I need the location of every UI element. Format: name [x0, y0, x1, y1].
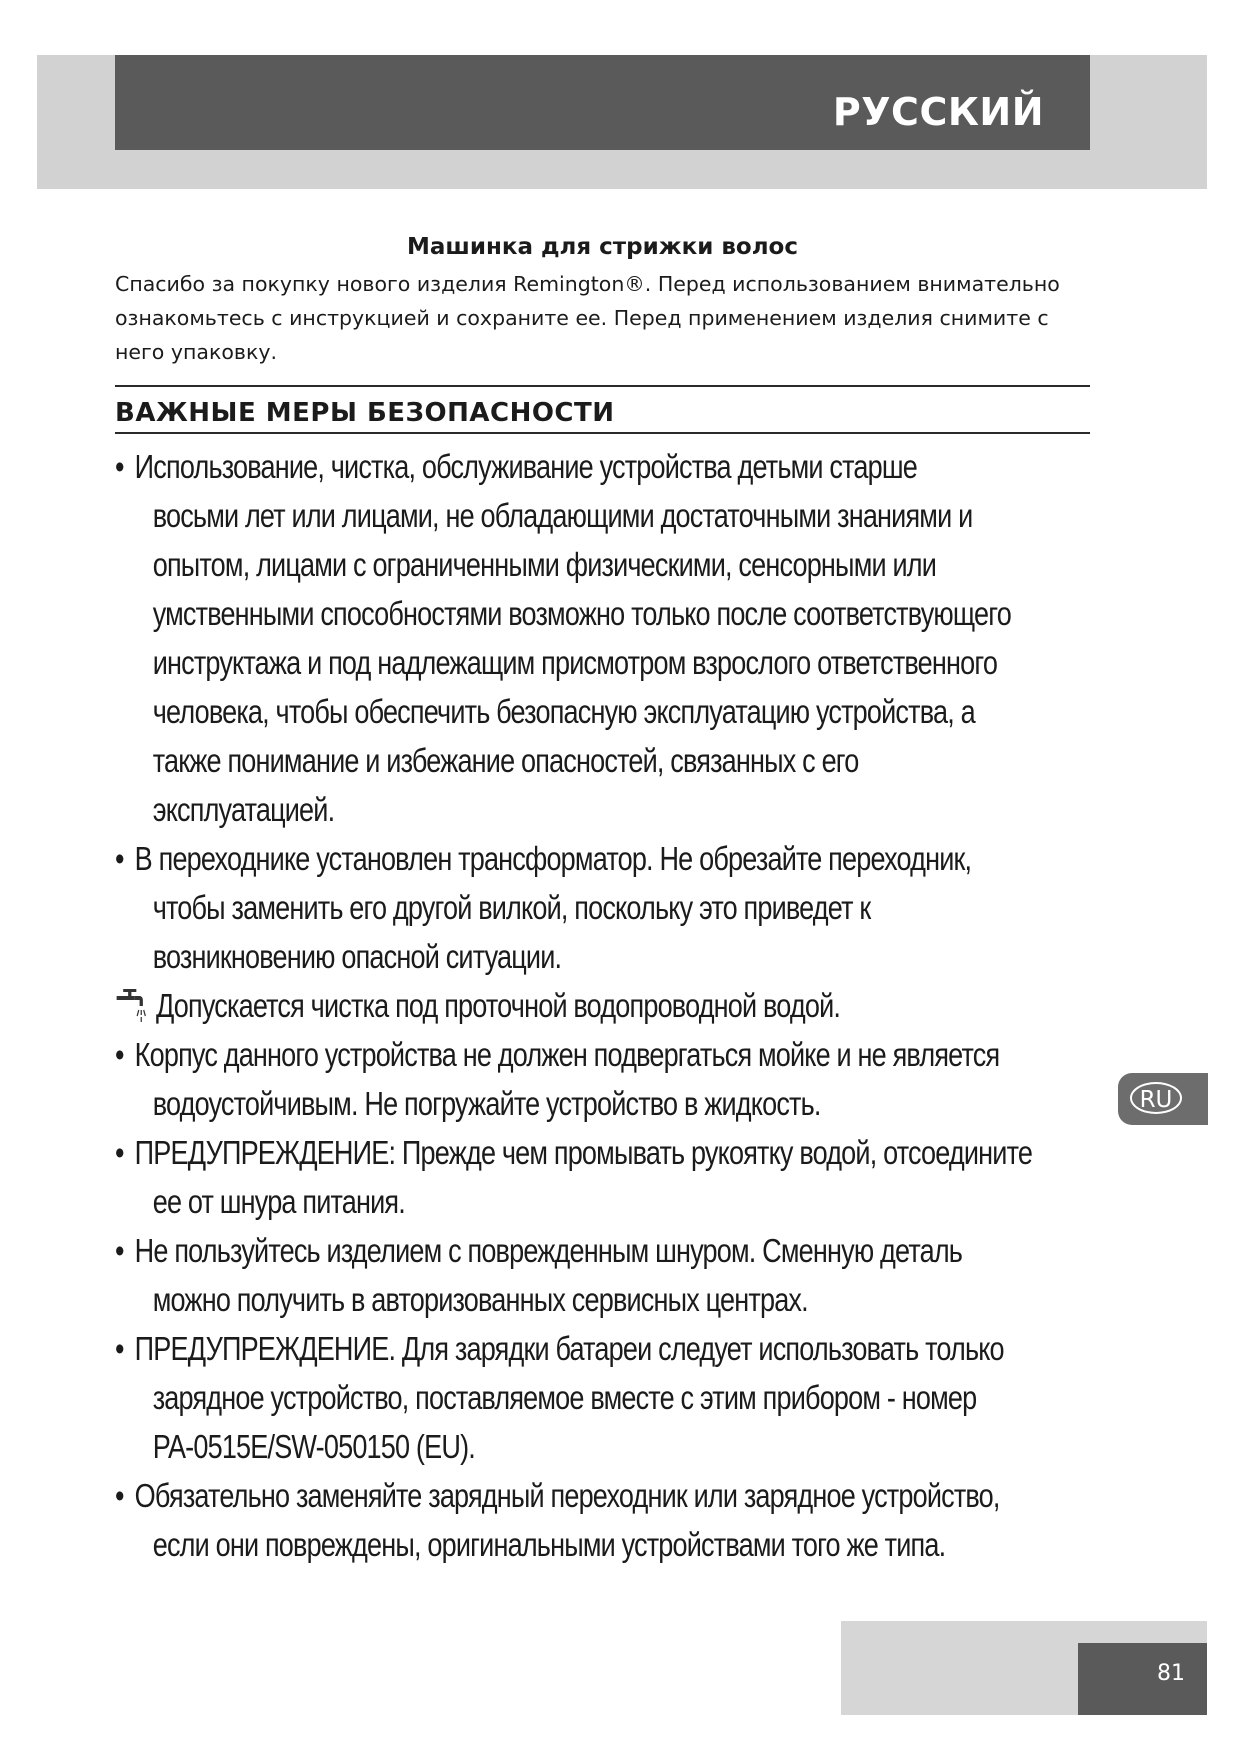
safety-item [115, 442, 1102, 834]
bullet: • [115, 1330, 124, 1367]
intro-line: ознакомьтесь с инструкцией и сохраните ее. Перед применением изделия снимите с [115, 306, 1049, 330]
bullet: • [115, 1477, 124, 1514]
heading-rule-bottom [115, 432, 1090, 434]
intro-paragraph [115, 267, 1090, 369]
item-line: также понимание и избежание опасностей, связанных с его [152, 742, 859, 779]
item-line: человека, чтобы обеспечить безопасную эксплуатацию устройства, а [152, 693, 975, 730]
language-title: РУССКИЙ [832, 90, 1044, 134]
item-first-line: В переходнике установлен трансформатор. Не обрезайте переходник, [134, 840, 972, 877]
safety-item [115, 1128, 1102, 1226]
water-tap-icon [115, 988, 149, 1028]
safety-item [115, 1226, 1102, 1324]
product-title: Машинка для стрижки волос [407, 234, 798, 260]
item-first-line: Обязательно заменяйте зарядный переходник или зарядное устройство, [134, 1477, 1000, 1514]
language-side-tab [1118, 1073, 1208, 1125]
header-bar [115, 55, 1090, 150]
bullet: • [115, 1036, 124, 1073]
page-number-box [1078, 1643, 1207, 1715]
item-line: ее от шнура питания. [152, 1183, 405, 1220]
item-first-line: ПРЕДУПРЕЖДЕНИЕ: Прежде чем промывать рукоятку водой, отсоедините [134, 1134, 1033, 1171]
item-line: инструктажа и под надлежащим присмотром взрослого ответственного [152, 644, 998, 681]
item-first-line: Не пользуйтесь изделием с поврежденным шнуром. Сменную деталь [134, 1232, 963, 1269]
item-line: водоустойчивым. Не погружайте устройство в жидкость. [152, 1085, 821, 1122]
item-line: восьми лет или лицами, не обладающими достаточными знаниями и [152, 497, 973, 534]
item-first-line: Использование, чистка, обслуживание устройства детьми старше [134, 448, 917, 485]
safety-item [115, 1030, 1102, 1128]
item-line: опытом, лицами с ограниченными физическими, сенсорными или [152, 546, 937, 583]
safety-item [115, 834, 1102, 981]
safety-item [115, 1471, 1102, 1569]
item-line: умственными способностями возможно только после соответствующего [152, 595, 1011, 632]
intro-line: Спасибо за покупку нового изделия Remington®. Перед использованием внимательно [115, 272, 1060, 296]
faucet-note [115, 981, 1083, 1030]
item-first-line: ПРЕДУПРЕЖДЕНИЕ. Для зарядки батареи следует использовать только [134, 1330, 1004, 1367]
section-heading: ВАЖНЫЕ МЕРЫ БЕЗОПАСНОСТИ [115, 398, 615, 428]
bullet: • [115, 1134, 124, 1171]
item-line: можно получить в авторизованных сервисных центрах. [152, 1281, 808, 1318]
item-line: чтобы заменить его другой вилкой, поскольку это приведет к [152, 889, 871, 926]
page-number: 81 [1157, 1661, 1185, 1686]
bullet: • [115, 840, 124, 877]
item-line: эксплуатацией. [152, 791, 335, 828]
item-line: возникновению опасной ситуации. [152, 938, 562, 975]
item-line: PA-0515E/SW-050150 (EU). [152, 1428, 475, 1465]
bullet: • [115, 448, 124, 485]
safety-item [115, 1324, 1102, 1471]
item-line: зарядное устройство, поставляемое вместе с этим прибором - номер [152, 1379, 977, 1416]
faucet-note-text: Допускается чистка под проточной водопроводной водой. [156, 987, 841, 1024]
item-first-line: Корпус данного устройства не должен подвергаться мойке и не является [134, 1036, 1000, 1073]
language-badge: RU [1130, 1082, 1182, 1114]
heading-rule-top [115, 385, 1090, 387]
bullet: • [115, 1232, 124, 1269]
intro-line: него упаковку. [115, 340, 277, 364]
item-line: если они повреждены, оригинальными устройствами того же типа. [152, 1526, 946, 1563]
safety-list [115, 442, 1090, 1569]
